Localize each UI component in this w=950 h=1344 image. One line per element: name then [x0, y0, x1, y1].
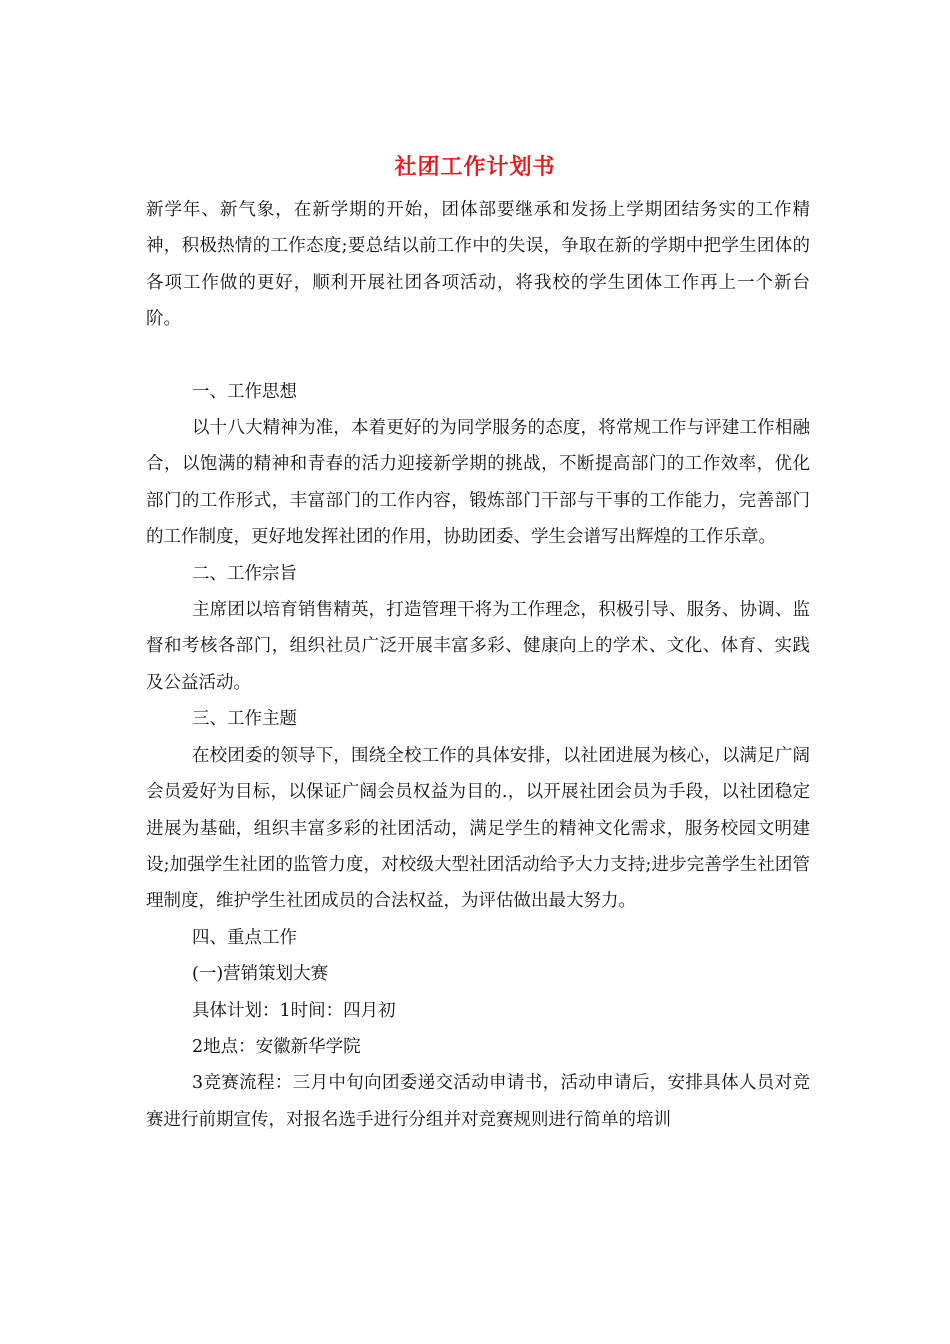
- section-text-1: 以十八大精神为准，本着更好的为同学服务的态度，将常规工作与评建工作相融合，以饱满的精神和青春的活力迎接新学期的挑战，不断提高部门的工作效率，优化部门的工作形式，丰富部门的工作内容，锻炼部门干部与干事的工作能力，完善部门的工作制度，更好地发挥社团的作用，协助团委、学生会谱写出辉煌的工作乐章。: [146, 418, 810, 548]
- key-work-heading: 四、重点工作: [192, 927, 297, 948]
- document-body: [146, 192, 810, 1138]
- intro-paragraph: 新学年、新气象，在新学期的开始，团体部要继承和发扬上学期团结务实的工作精神，积极热情的工作态度;要总结以前工作中的失误，争取在新的学期中把学生团体的各项工作做的更好，顺利开展社团各项活动，将我校的学生团体工作再上一个新台阶。: [146, 200, 810, 330]
- key-work-subheading: (一)营销策划大赛: [192, 964, 329, 985]
- paragraph-gap: [146, 338, 810, 374]
- section-heading-2: 二、工作宗旨: [192, 563, 297, 584]
- key-work-place: 2地点：安徽新华学院: [192, 1036, 361, 1057]
- section-text-3: 在校团委的领导下，围绕全校工作的具体安排，以社团进展为核心，以满足广阔会员爱好为目标，以保证广阔会员权益为目的.，以开展社团会员为手段，以社团稳定进展为基础，组织丰富多彩的社团活动，满足学生的精神文化需求，服务校园文明建设;加强学生社团的监管力度，对校级大型社团活动给予大力支持;进步完善学生社团管理制度，维护学生社团成员的合法权益，为评估做出最大努力。: [146, 745, 810, 912]
- key-work-plan: 具体计划：1时间：四月初: [192, 1000, 396, 1021]
- key-work-process: 3竞赛流程：三月中旬向团委递交活动申请书，活动申请后，安排具体人员对竞赛进行前期宣传，对报名选手进行分组并对竞赛规则进行简单的培训: [146, 1073, 810, 1130]
- section-text-2: 主席团以培育销售精英，打造管理干将为工作理念，积极引导、服务、协调、监督和考核各部门，组织社员广泛开展丰富多彩、健康向上的学术、文化、体育、实践及公益活动。: [146, 600, 810, 693]
- section-heading-3: 三、工作主题: [192, 709, 297, 730]
- document-title: 社团工作计划书: [394, 154, 556, 180]
- section-heading-1: 一、工作思想: [192, 381, 297, 402]
